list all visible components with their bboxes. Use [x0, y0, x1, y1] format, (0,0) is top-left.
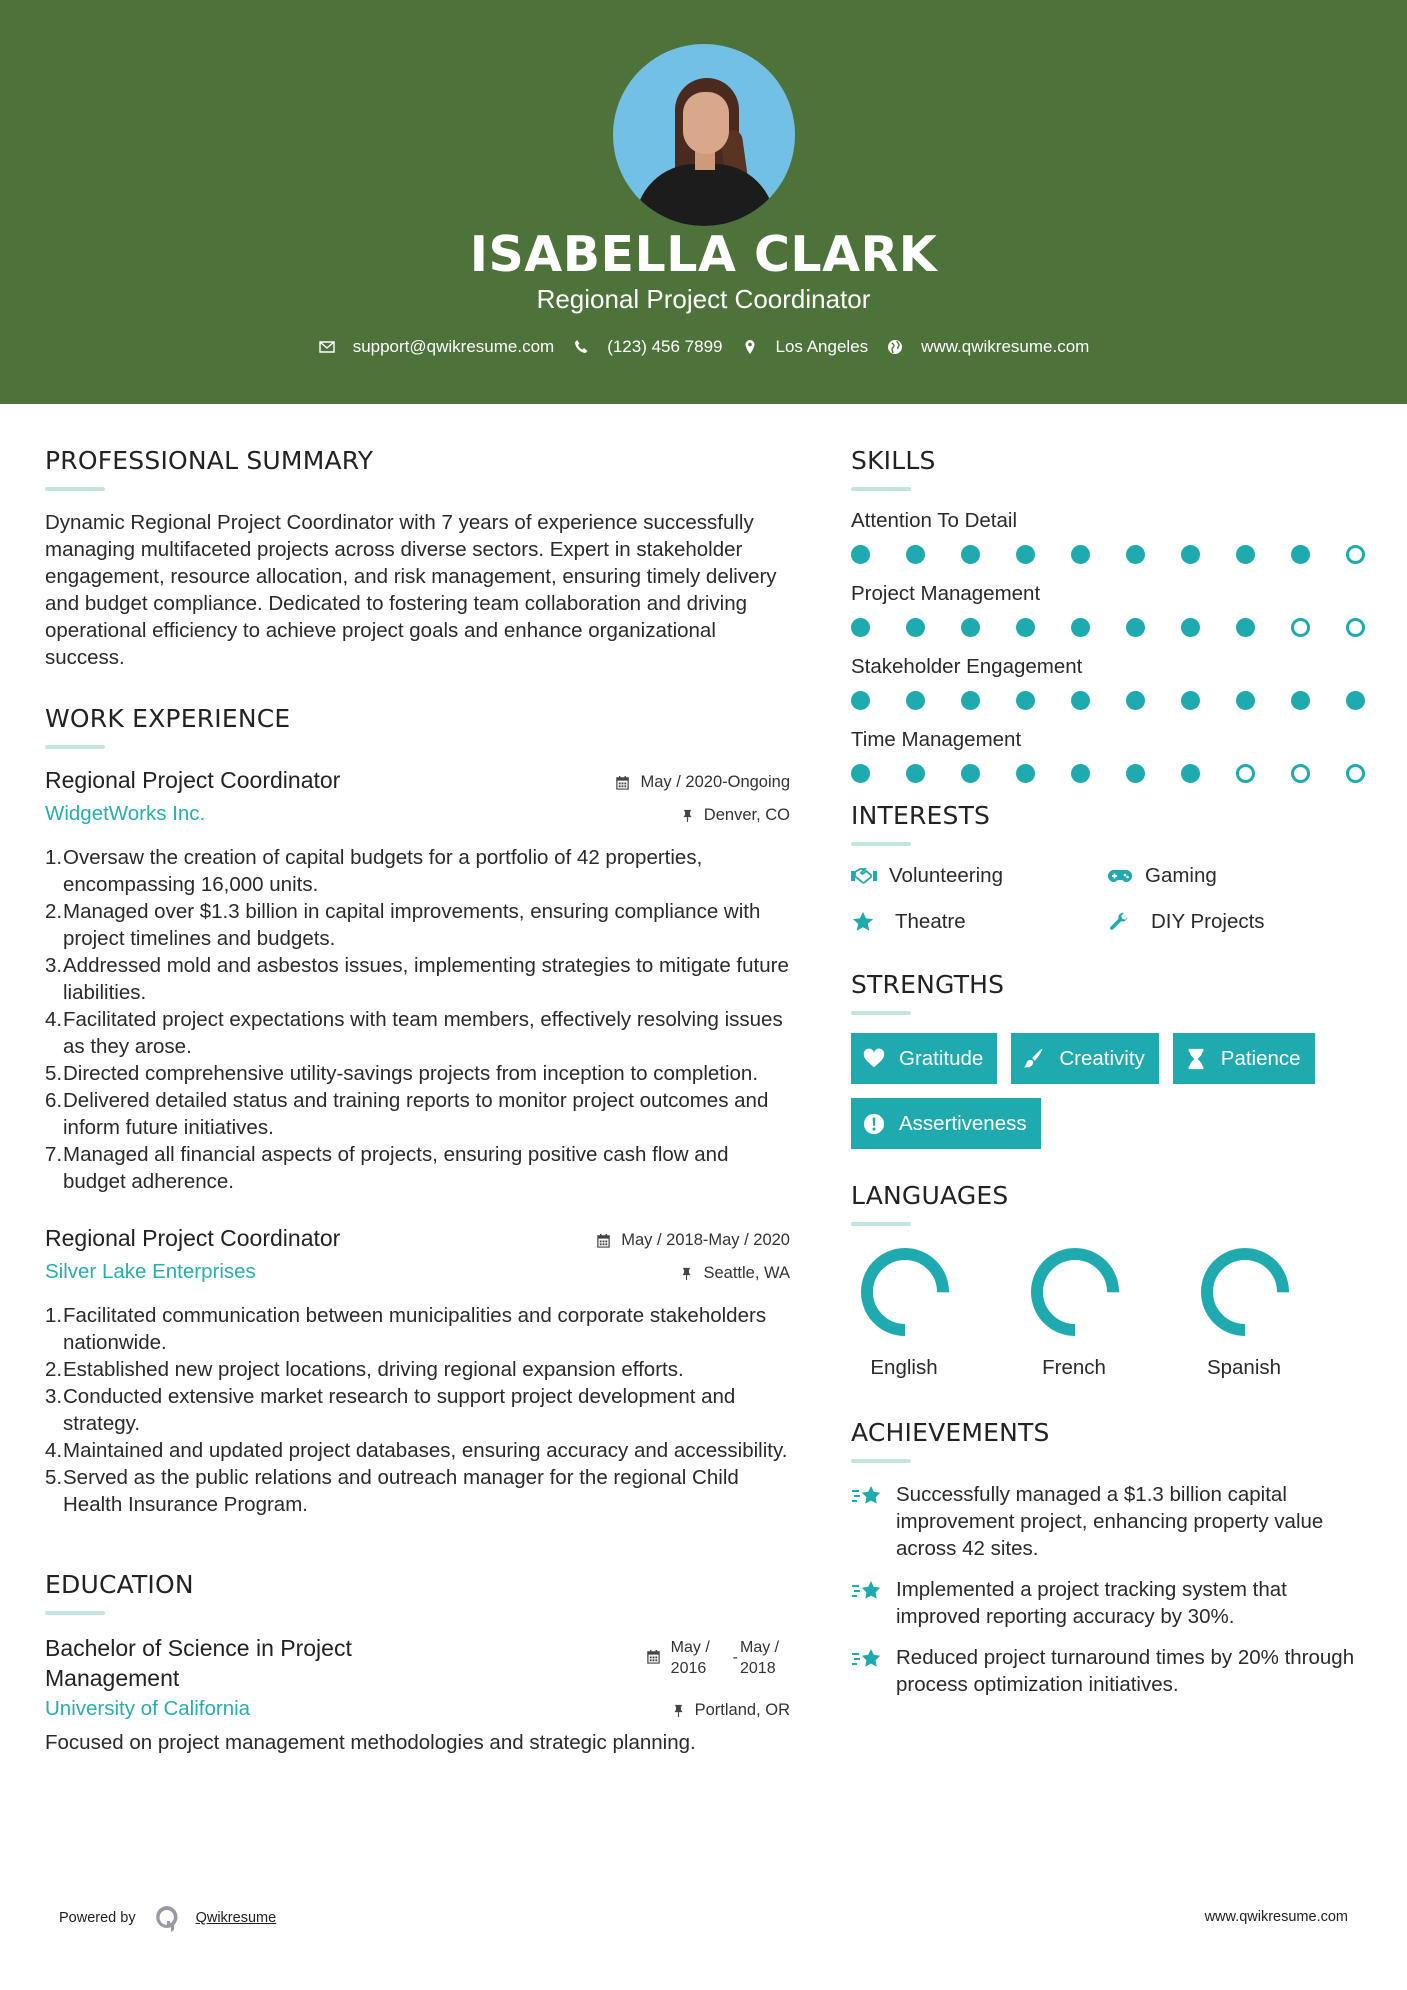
- section-underline: [45, 1611, 105, 1615]
- strength-badge: Assertiveness: [851, 1098, 1041, 1149]
- section-heading: LANGUAGES: [851, 1181, 1009, 1210]
- list-item: 6. Delivered detailed status and training reports to monitor project outcomes and inform future initiatives.: [45, 1089, 769, 1139]
- filled-dot-icon: [1126, 691, 1145, 710]
- section-underline: [851, 842, 911, 846]
- candidate-name: ISABELLA CLARK: [469, 226, 938, 283]
- filled-dot-icon: [906, 691, 925, 710]
- page-footer: [0, 1895, 1407, 1935]
- filled-dot-icon: [1016, 764, 1035, 783]
- heart-icon: [863, 1048, 885, 1070]
- language-item: [1021, 1244, 1191, 1380]
- skill-rating: [851, 764, 1371, 783]
- calendar-icon: [596, 1233, 611, 1248]
- list-item: 2. Managed over $1.3 billion in capital improvements, ensuring compliance with project timelines and budgets.: [45, 900, 761, 950]
- start-date: May / 2016: [670, 1639, 710, 1677]
- job-bullets: [45, 1302, 790, 1518]
- filled-dot-icon: [1071, 691, 1090, 710]
- filled-dot-icon: [1071, 545, 1090, 564]
- job-dates: May / 2018-May / 2020: [596, 1231, 790, 1250]
- filled-dot-icon: [1291, 691, 1310, 710]
- empty-dot-icon: [1346, 545, 1365, 564]
- shooting-star-icon: [851, 1645, 885, 1675]
- job-title: Regional Project Coordinator: [45, 767, 341, 793]
- section-underline: [851, 1459, 911, 1463]
- filled-dot-icon: [1181, 545, 1200, 564]
- phone-text: (123) 456 7899: [607, 337, 723, 356]
- pushpin-icon: [680, 1266, 693, 1281]
- achievement-item: Reduced project turnaround times by 20% through process optimization initiatives.: [851, 1644, 1371, 1698]
- empty-dot-icon: [1291, 764, 1310, 783]
- qwikresume-link[interactable]: Qwikresume: [195, 1910, 277, 1926]
- school-name: University of California: [45, 1697, 251, 1720]
- qwikresume-logo-icon: [152, 1903, 182, 1933]
- pushpin-icon: [672, 1703, 685, 1718]
- language-item: [1191, 1244, 1361, 1380]
- degree-title: Bachelor of Science in Project Management: [45, 1635, 352, 1691]
- powered-by: Powered by Qwikresume: [59, 1903, 276, 1933]
- language-name: French: [1042, 1356, 1106, 1379]
- end-date: May / 2018: [740, 1639, 780, 1677]
- skill-name: Project Management: [851, 582, 1041, 605]
- section-heading: SKILLS: [851, 446, 936, 475]
- list-item: 4. Facilitated project expectations with team members, effectively resolving issues as they arose.: [45, 1008, 783, 1058]
- list-item: 5. Directed comprehensive utility-savings projects from inception to completion.: [45, 1062, 759, 1085]
- education-section: [45, 1570, 790, 1756]
- gamepad-icon: [1107, 865, 1133, 887]
- section-heading: EDUCATION: [45, 1570, 194, 1599]
- skills-list: [851, 509, 1371, 783]
- filled-dot-icon: [851, 691, 870, 710]
- filled-dot-icon: [961, 618, 980, 637]
- language-ring-icon: [1197, 1244, 1293, 1340]
- envelope-icon: [318, 338, 336, 356]
- paintbrush-icon: [1023, 1048, 1045, 1070]
- language-ring-icon: [857, 1244, 953, 1340]
- achievements-section: [851, 1418, 1371, 1698]
- education-location: Portland, OR: [672, 1701, 790, 1720]
- pushpin-icon: [681, 808, 694, 823]
- exclamation-circle-icon: [863, 1113, 885, 1135]
- language-name: Spanish: [1206, 1356, 1282, 1379]
- list-item: 3. Conducted extensive market research to support project development and strategy.: [45, 1385, 736, 1435]
- contact-phone[interactable]: [572, 337, 722, 357]
- filled-dot-icon: [1291, 545, 1310, 564]
- job-entry: [45, 1225, 790, 1518]
- filled-dot-icon: [851, 764, 870, 783]
- language-name: English: [870, 1356, 938, 1379]
- experience-section: [45, 704, 790, 1518]
- filled-dot-icon: [1071, 764, 1090, 783]
- profile-photo: [613, 44, 795, 226]
- section-underline: [45, 487, 105, 491]
- filled-dot-icon: [906, 618, 925, 637]
- company-name: Silver Lake Enterprises: [45, 1260, 256, 1283]
- strength-badge: Gratitude: [851, 1033, 997, 1084]
- resume-header: [0, 0, 1407, 404]
- section-underline: [851, 1011, 911, 1015]
- language-item: [851, 1244, 1021, 1380]
- filled-dot-icon: [1126, 618, 1145, 637]
- filled-dot-icon: [1016, 545, 1035, 564]
- interests-section: [851, 801, 1371, 934]
- date-separator: -: [732, 1649, 738, 1666]
- skill-rating: [851, 618, 1371, 637]
- job-title: Regional Project Coordinator: [45, 1225, 341, 1251]
- shooting-star-icon: [851, 1577, 885, 1607]
- contact-location: [741, 337, 869, 357]
- list-item: 4. Maintained and updated project databases, ensuring accuracy and accessibility.: [45, 1439, 788, 1462]
- filled-dot-icon: [961, 545, 980, 564]
- contact-bar: [0, 337, 1407, 357]
- skills-section: [851, 446, 1371, 783]
- education-description: Focused on project management methodologies and strategic planning.: [45, 1731, 696, 1754]
- job-location: Denver, CO: [681, 806, 790, 825]
- globe-icon: [886, 338, 904, 356]
- filled-dot-icon: [961, 691, 980, 710]
- skill-name: Attention To Detail: [851, 509, 1018, 532]
- candidate-title: Regional Project Coordinator: [536, 284, 871, 314]
- email-text: support@qwikresume.com: [352, 337, 555, 356]
- interest-item: DIY Projects: [1107, 910, 1357, 934]
- contact-website[interactable]: [886, 337, 1089, 357]
- filled-dot-icon: [1236, 545, 1255, 564]
- list-item: 1. Oversaw the creation of capital budgets for a portfolio of 42 properties, encompassing 16,000 units.: [45, 846, 703, 896]
- hourglass-icon: [1185, 1048, 1207, 1070]
- filled-dot-icon: [1181, 618, 1200, 637]
- achievement-item: Successfully managed a $1.3 billion capital improvement project, enhancing property value across 42 sites.: [851, 1481, 1371, 1562]
- filled-dot-icon: [1346, 691, 1365, 710]
- section-heading: INTERESTS: [851, 801, 991, 830]
- filled-dot-icon: [906, 545, 925, 564]
- list-item: 5. Served as the public relations and outreach manager for the regional Child Health Insurance Program.: [45, 1466, 739, 1516]
- education-dates: [646, 1637, 790, 1679]
- summary-section: [45, 446, 790, 671]
- section-heading: STRENGTHS: [851, 970, 1005, 999]
- list-item: 7. Managed all financial aspects of projects, ensuring positive cash flow and budget adherence.: [45, 1143, 729, 1193]
- filled-dot-icon: [851, 545, 870, 564]
- skill-rating: [851, 545, 1371, 564]
- skill-rating: [851, 691, 1371, 710]
- list-item: 2. Established new project locations, driving regional expansion efforts.: [45, 1358, 684, 1381]
- website-text: www.qwikresume.com: [921, 337, 1090, 356]
- interest-item: Theatre: [851, 910, 1107, 934]
- section-heading: ACHIEVEMENTS: [851, 1418, 1050, 1447]
- phone-icon: [572, 338, 590, 356]
- languages-list: [851, 1244, 1371, 1380]
- empty-dot-icon: [1346, 764, 1365, 783]
- list-item: 1. Facilitated communication between municipalities and corporate stakeholders nationwide.: [45, 1304, 767, 1354]
- job-location: Seattle, WA: [680, 1264, 790, 1283]
- calendar-icon: [615, 775, 630, 790]
- handshake-icon: [851, 865, 877, 887]
- list-item: 3. Addressed mold and asbestos issues, implementing strategies to mitigate future liabilities.: [45, 954, 789, 1004]
- empty-dot-icon: [1236, 764, 1255, 783]
- job-bullets: [45, 844, 790, 1195]
- filled-dot-icon: [1016, 691, 1035, 710]
- strength-badge: Patience: [1173, 1033, 1315, 1084]
- calendar-icon: [646, 1649, 661, 1664]
- skill-name: Stakeholder Engagement: [851, 655, 1083, 678]
- section-underline: [851, 487, 911, 491]
- footer-url[interactable]: www.qwikresume.com: [1204, 1909, 1348, 1925]
- filled-dot-icon: [1236, 691, 1255, 710]
- languages-section: [851, 1181, 1371, 1380]
- empty-dot-icon: [1346, 618, 1365, 637]
- filled-dot-icon: [961, 764, 980, 783]
- strengths-section: [851, 970, 1371, 1149]
- language-ring-icon: [1027, 1244, 1123, 1340]
- shooting-star-icon: [851, 1482, 885, 1512]
- empty-dot-icon: [1291, 618, 1310, 637]
- filled-dot-icon: [1126, 764, 1145, 783]
- achievement-item: Implemented a project tracking system that improved reporting accuracy by 30%.: [851, 1576, 1371, 1630]
- section-underline: [851, 1222, 911, 1226]
- contact-email[interactable]: [318, 337, 555, 357]
- summary-text: Dynamic Regional Project Coordinator with 7 years of experience successfully managing multifaceted projects across diverse sectors. Expert in stakeholder engagement, resource allocation, and risk management, ensuring timely delivery and budget compliance. Dedicated to fostering team collaboration and driving operational efficiency to achieve project goals and enhance organizational success.: [45, 511, 777, 669]
- filled-dot-icon: [1016, 618, 1035, 637]
- interest-item: Gaming: [1107, 864, 1357, 888]
- wrench-icon: [1107, 911, 1131, 933]
- filled-dot-icon: [1181, 764, 1200, 783]
- left-column: [45, 446, 790, 1756]
- interest-item: Volunteering: [851, 864, 1107, 888]
- skill-name: Time Management: [851, 728, 1022, 751]
- filled-dot-icon: [1071, 618, 1090, 637]
- job-entry: [45, 767, 790, 1195]
- right-column: [851, 446, 1371, 1712]
- company-name: WidgetWorks Inc.: [45, 802, 206, 825]
- section-underline: [45, 745, 105, 749]
- filled-dot-icon: [906, 764, 925, 783]
- achievements-list: [851, 1481, 1371, 1698]
- location-text: Los Angeles: [775, 337, 869, 356]
- section-heading: PROFESSIONAL SUMMARY: [45, 446, 374, 475]
- filled-dot-icon: [1236, 618, 1255, 637]
- filled-dot-icon: [1181, 691, 1200, 710]
- strength-badge: Creativity: [1011, 1033, 1158, 1084]
- star-icon: [851, 911, 875, 933]
- section-heading: WORK EXPERIENCE: [45, 704, 291, 733]
- map-pin-icon: [741, 338, 759, 356]
- filled-dot-icon: [1126, 545, 1145, 564]
- job-dates: May / 2020-Ongoing: [615, 773, 790, 792]
- filled-dot-icon: [851, 618, 870, 637]
